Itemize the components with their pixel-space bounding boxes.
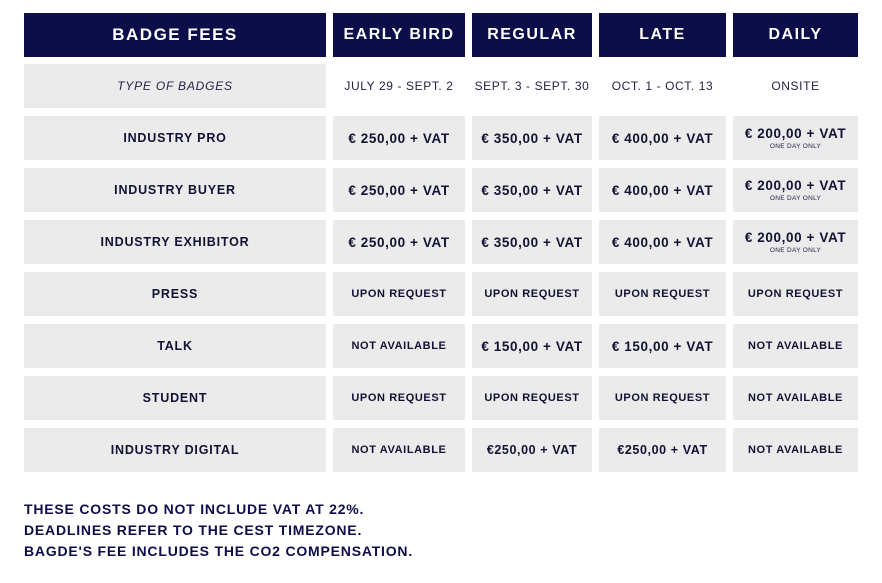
daily-note: ONE DAY ONLY (769, 195, 822, 202)
early-bird-dates: JULY 29 - SEPT. 2 (333, 64, 465, 108)
daily-dates: ONSITE (733, 64, 858, 108)
row-label-industry-exhibitor: INDUSTRY EXHIBITOR (24, 220, 326, 264)
daily-price-cell (733, 116, 858, 160)
status-cell: NOT AVAILABLE (733, 376, 858, 420)
status-cell: UPON REQUEST (472, 376, 592, 420)
price-cell: €250,00 + VAT (472, 428, 592, 472)
price-cell: € 400,00 + VAT (599, 168, 726, 212)
price-cell: € 250,00 + VAT (333, 220, 465, 264)
row-label-industry-pro: INDUSTRY PRO (24, 116, 326, 160)
price-cell: €250,00 + VAT (599, 428, 726, 472)
status-cell: NOT AVAILABLE (333, 428, 465, 472)
row-label-industry-digital: INDUSTRY DIGITAL (24, 428, 326, 472)
daily-price: € 200,00 + VAT (744, 178, 847, 193)
late-dates: OCT. 1 - OCT. 13 (599, 64, 726, 108)
row-label-talk: TALK (24, 324, 326, 368)
type-of-badges-label: TYPE OF BADGES (24, 64, 326, 108)
price-cell: € 350,00 + VAT (472, 168, 592, 212)
header-regular: REGULAR (472, 13, 592, 57)
daily-price-cell (733, 220, 858, 264)
footer-timezone-note: DEADLINES REFER TO THE CEST TIMEZONE. (24, 522, 363, 538)
status-cell: UPON REQUEST (333, 376, 465, 420)
status-cell: UPON REQUEST (333, 272, 465, 316)
status-cell: NOT AVAILABLE (733, 324, 858, 368)
footer-vat-note: THESE COSTS DO NOT INCLUDE VAT AT 22%. (24, 501, 365, 517)
header-daily: DAILY (733, 13, 858, 57)
header-late: LATE (599, 13, 726, 57)
row-label-industry-buyer: INDUSTRY BUYER (24, 168, 326, 212)
row-label-press: PRESS (24, 272, 326, 316)
price-cell: € 150,00 + VAT (472, 324, 592, 368)
price-cell: € 400,00 + VAT (599, 220, 726, 264)
status-cell: UPON REQUEST (472, 272, 592, 316)
status-cell: NOT AVAILABLE (733, 428, 858, 472)
daily-note: ONE DAY ONLY (769, 143, 822, 150)
regular-dates: SEPT. 3 - SEPT. 30 (472, 64, 592, 108)
price-cell: € 250,00 + VAT (333, 168, 465, 212)
daily-note: ONE DAY ONLY (769, 247, 822, 254)
row-label-student: STUDENT (24, 376, 326, 420)
daily-price-cell (733, 168, 858, 212)
status-cell: UPON REQUEST (599, 376, 726, 420)
status-cell: UPON REQUEST (599, 272, 726, 316)
price-cell: € 350,00 + VAT (472, 220, 592, 264)
header-early-bird: EARLY BIRD (333, 13, 465, 57)
status-cell: UPON REQUEST (733, 272, 858, 316)
price-cell: € 350,00 + VAT (472, 116, 592, 160)
status-cell: NOT AVAILABLE (333, 324, 465, 368)
price-cell: € 150,00 + VAT (599, 324, 726, 368)
price-cell: € 400,00 + VAT (599, 116, 726, 160)
header-badge-fees: BADGE FEES (24, 13, 326, 57)
daily-price: € 200,00 + VAT (744, 230, 847, 245)
daily-price: € 200,00 + VAT (744, 126, 847, 141)
footer-notes (24, 499, 413, 562)
price-cell: € 250,00 + VAT (333, 116, 465, 160)
footer-co2-note: BAGDE'S FEE INCLUDES THE CO2 COMPENSATION. (24, 543, 414, 559)
